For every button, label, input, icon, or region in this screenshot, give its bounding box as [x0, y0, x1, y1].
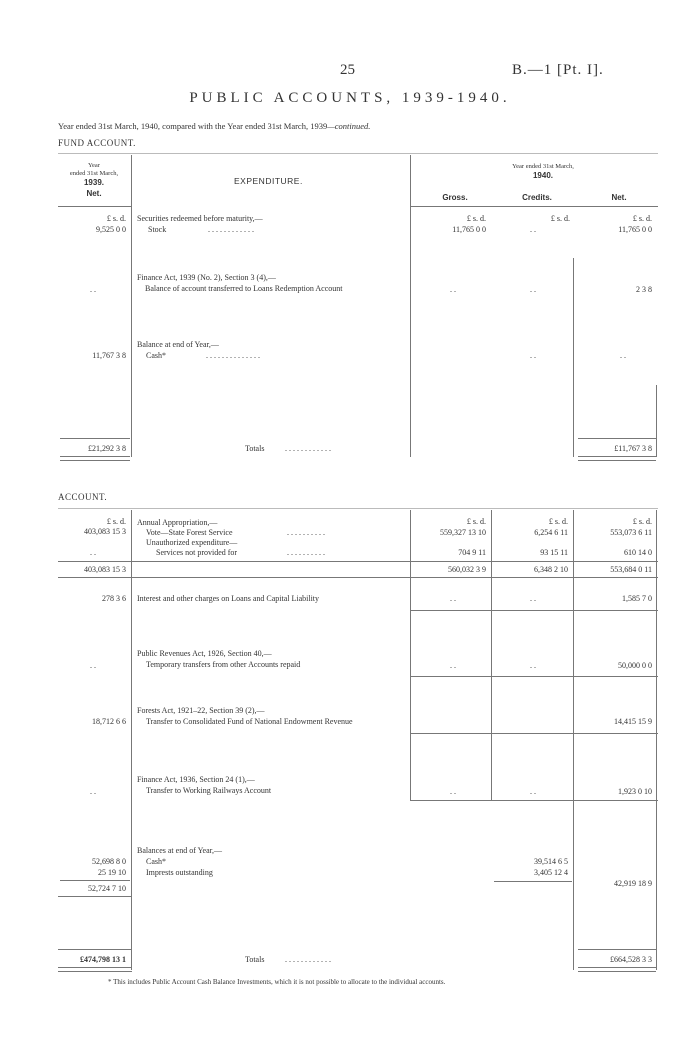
- value-net: 610 14 0: [624, 548, 652, 557]
- value-gross: 704 9 11: [458, 548, 486, 557]
- divider: [58, 508, 658, 509]
- row-label: Balances at end of Year,—: [137, 846, 222, 855]
- leader-dots: . . . . . . . . . . . .: [285, 955, 331, 964]
- value-net: 50,000 0 0: [618, 661, 652, 670]
- subtotal-credits: 6,348 2 10: [534, 565, 568, 574]
- col-1939-net: Net.: [86, 189, 102, 198]
- value-credits: . .: [530, 225, 536, 234]
- value-net: 553,073 6 11: [610, 528, 652, 537]
- value-gross: 11,765 0 0: [452, 225, 486, 234]
- subtotal-net: 553,684 0 11: [610, 565, 652, 574]
- leader-dots: . . . . . . . . . . . .: [285, 444, 331, 453]
- fund-section-title: FUND ACCOUNT.: [58, 138, 136, 148]
- value-credits: . .: [530, 787, 536, 796]
- row-sublabel: Unauthorized expenditure—: [146, 538, 238, 547]
- page-title: PUBLIC ACCOUNTS, 1939-1940.: [189, 90, 511, 106]
- row-sublabel: Services not provided for: [156, 548, 238, 557]
- leader-dots: . . . . . . . . . . . .: [208, 225, 254, 234]
- value-1939: 11,767 3 8: [92, 351, 126, 360]
- value-credits: . .: [530, 351, 536, 360]
- divider: [131, 155, 132, 457]
- value-1939: . .: [90, 285, 96, 294]
- row-label: Balance at end of Year,—: [137, 340, 219, 349]
- row-label: Finance Act, 1936, Section 24 (1),—: [137, 775, 255, 784]
- value-gross: . .: [450, 285, 456, 294]
- col-net: Net.: [611, 193, 627, 202]
- divider: [410, 610, 658, 611]
- divider: [131, 510, 132, 970]
- value-net: 14,415 15 9: [614, 717, 652, 726]
- row-label: Public Revenues Act, 1926, Section 40,—: [137, 649, 272, 658]
- value-gross: 559,327 13 10: [440, 528, 486, 537]
- value-gross: . .: [450, 661, 456, 670]
- col-gross: Gross.: [442, 193, 468, 202]
- divider: [573, 258, 574, 457]
- leader-dots: . . . . . . . . . .: [287, 528, 325, 537]
- divider: [491, 510, 492, 800]
- currency-units: £ s. d.: [106, 517, 126, 526]
- divider: [573, 510, 574, 970]
- subtotal-gross: 560,032 3 9: [448, 565, 486, 574]
- double-rule: [60, 456, 130, 461]
- value-credits: . .: [530, 661, 536, 670]
- totals-label: Totals: [245, 444, 265, 453]
- value-1939: 18,712 6 6: [92, 717, 126, 726]
- divider: [410, 206, 658, 207]
- value-credits: 6,254 6 11: [534, 528, 568, 537]
- leader-dots: . . . . . . . . . . . . . .: [206, 351, 260, 360]
- row-sublabel: Imprests outstanding: [146, 868, 213, 877]
- row-sublabel: Transfer to Consolidated Fund of National Endowment Revenue: [146, 717, 353, 726]
- currency-units: £ s. d.: [466, 214, 486, 223]
- value-1939: . .: [90, 661, 96, 670]
- row-sublabel: Transfer to Working Railways Account: [146, 786, 272, 795]
- total-1939: £474,798 13 1: [80, 955, 126, 964]
- divider: [494, 881, 572, 882]
- row-sublabel: Cash*: [146, 857, 166, 866]
- col-1940-heading: Year ended 31st March,: [512, 163, 574, 170]
- row-sublabel: Vote—State Forest Service: [146, 528, 233, 537]
- double-rule: [578, 967, 656, 972]
- col-credits: Credits.: [522, 193, 552, 202]
- value-credits: 3,405 12 4: [534, 868, 568, 877]
- row-label: Interest and other charges on Loans and Capital Liability: [137, 594, 320, 603]
- page-subtitle: Year ended 31st March, 1940, compared with the Year ended 31st March, 1939—continued.: [58, 121, 371, 131]
- subtotal-1939: 52,724 7 10: [88, 884, 126, 893]
- row-sublabel: Temporary transfers from other Accounts repaid: [146, 660, 301, 669]
- row-label: Finance Act, 1939 (No. 2), Section 3 (4),—: [137, 273, 276, 282]
- value-1939: . .: [90, 548, 96, 557]
- document-reference: B.—1 [Pt. I].: [512, 62, 604, 78]
- value-gross: . .: [450, 787, 456, 796]
- value-net: . .: [620, 351, 626, 360]
- divider: [578, 438, 656, 439]
- divider: [58, 206, 131, 207]
- divider: [656, 385, 657, 457]
- currency-units: £ s. d.: [632, 214, 652, 223]
- divider: [58, 561, 658, 562]
- value-net: 11,765 0 0: [618, 225, 652, 234]
- divider: [58, 949, 132, 950]
- total-1939: £21,292 3 8: [88, 444, 126, 453]
- divider: [410, 155, 411, 457]
- divider: [410, 800, 658, 801]
- value-1939: 52,698 8 0: [92, 857, 126, 866]
- footnote: * This includes Public Account Cash Balance Investments, which it is not possible to allocate to the individual accounts.: [108, 978, 446, 986]
- row-sublabel: Stock: [148, 225, 167, 234]
- currency-units: £ s. d.: [548, 517, 568, 526]
- col-1939-heading: Year ended 31st March,: [69, 162, 119, 177]
- row-label: Securities redeemed before maturity,—: [137, 214, 263, 223]
- divider: [410, 510, 411, 800]
- value-credits: 93 15 11: [540, 548, 568, 557]
- value-1939: 403,083 15 3: [84, 527, 126, 536]
- value-1939: 9,525 0 0: [96, 225, 126, 234]
- totals-label: Totals: [245, 955, 265, 964]
- value-net: 2 3 8: [636, 285, 652, 294]
- divider: [410, 733, 658, 734]
- divider: [60, 880, 130, 881]
- value-1939: 278 3 6: [102, 594, 126, 603]
- value-1939: 25 19 10: [98, 868, 126, 877]
- value-credits: . .: [530, 594, 536, 603]
- double-rule: [578, 456, 656, 461]
- value-net: 1,585 7 0: [622, 594, 652, 603]
- value-net: 42,919 18 9: [614, 879, 652, 888]
- divider: [60, 438, 130, 439]
- currency-units: £ s. d.: [632, 517, 652, 526]
- total-net: £11,767 3 8: [614, 444, 652, 453]
- row-sublabel: Cash*: [146, 351, 166, 360]
- value-credits: 39,514 6 5: [534, 857, 568, 866]
- value-net: 1,923 0 10: [618, 787, 652, 796]
- account-section-title: ACCOUNT.: [58, 492, 108, 502]
- col-1940-year: 1940.: [532, 171, 554, 180]
- value-1939: . .: [90, 787, 96, 796]
- divider: [578, 949, 656, 950]
- value-gross: . .: [450, 594, 456, 603]
- row-sublabel: Balance of account transferred to Loans Redemption Account: [145, 284, 343, 293]
- divider: [58, 153, 658, 154]
- subtotal-1939: 403,083 15 3: [84, 565, 126, 574]
- currency-units: £ s. d.: [106, 214, 126, 223]
- divider: [58, 577, 658, 578]
- double-rule: [58, 967, 132, 972]
- divider: [410, 676, 658, 677]
- row-label: Annual Appropriation,—: [137, 518, 218, 527]
- row-label: Forests Act, 1921–22, Section 39 (2),—: [137, 706, 265, 715]
- expenditure-heading: EXPENDITURE.: [234, 176, 303, 186]
- value-credits: . .: [530, 285, 536, 294]
- total-net: £664,528 3 3: [610, 955, 652, 964]
- leader-dots: . . . . . . . . . .: [287, 548, 325, 557]
- col-1939-year: 1939.: [83, 178, 105, 187]
- divider: [58, 896, 132, 897]
- currency-units: £ s. d.: [550, 214, 570, 223]
- currency-units: £ s. d.: [466, 517, 486, 526]
- divider: [656, 510, 657, 970]
- page-number: 25: [340, 62, 355, 78]
